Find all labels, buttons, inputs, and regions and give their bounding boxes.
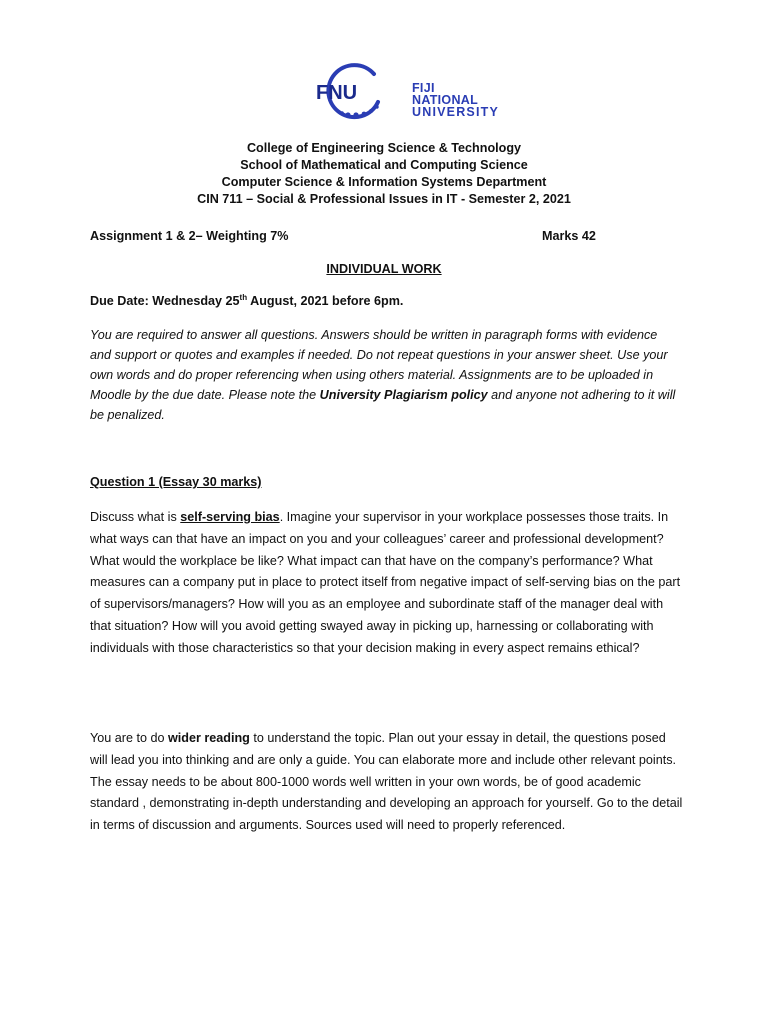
due-date-prefix: Due Date: Wednesday 25	[90, 294, 240, 309]
logo-line-1: FIJI NATIONAL	[412, 81, 479, 107]
question-1-paragraph-1	[90, 507, 686, 660]
document-header	[0, 140, 768, 208]
due-date-suffix: August, 2021 before 6pm.	[247, 294, 404, 309]
work-type-heading: INDIVIDUAL WORK	[326, 262, 442, 276]
fnu-logo-mark-icon	[304, 62, 408, 120]
q1-p1-start: Discuss what is	[90, 510, 181, 524]
university-logo	[304, 62, 500, 120]
plagiarism-policy-text: University Plagiarism policy	[319, 388, 488, 402]
self-serving-bias-term: self-serving bias	[180, 510, 280, 524]
question-1-heading: Question 1 (Essay 30 marks)	[90, 475, 262, 489]
instructions-text-2: and anyone not adhering to it will be penalized.	[90, 388, 676, 422]
instructions-paragraph	[90, 325, 680, 425]
wider-reading-term: wider reading	[167, 731, 250, 745]
course-title: CIN 711 – Social & Professional Issues in IT - Semester 2, 2021	[197, 192, 571, 206]
instructions-text-1: You are required to answer all questions. Answers should be written in paragraph forms with evidence and support or quotes and examples if needed. Do not repeat questions in your answer sheet. Use your own words and do proper referencing when using others material. Assignments are to be uploaded in Moodle by the due date. Please note the	[90, 328, 668, 402]
due-date-ordinal: th	[239, 293, 248, 302]
q1-p1-rest: . Imagine your supervisor in your workplace possesses those traits. In what ways can that have an impact on you and your colleagues’ career and professional development? What would the workplace be like? What impact can that have on the company’s performance? What measures can a company put in place to protect itself from negative impact of self-serving bias on the part of supervisors/managers? How will you as an employee and subordinate staff of the manager deal with that situation? How will you avoid getting swayed away in picking up, harnessing or collaborating with individuals with those characteristics so that your decision making in every aspect remains ethical?	[90, 510, 681, 655]
due-date	[90, 293, 403, 308]
assignment-marks: Marks 42	[542, 229, 596, 243]
department-name: Computer Science & Information Systems Department	[221, 175, 547, 189]
logo-mark-text: FNU	[316, 82, 358, 104]
college-name: College of Engineering Science & Technology	[246, 141, 522, 155]
logo-line-2: UNIVERSITY	[412, 105, 500, 119]
question-1-paragraph-2	[90, 728, 686, 837]
school-name: School of Mathematical and Computing Science	[240, 158, 528, 172]
assignment-title: Assignment 1 & 2– Weighting 7%	[90, 229, 289, 243]
q1-p2-rest: to understand the topic. Plan out your essay in detail, the questions posed will lead you into thinking and are only a guide. You can elaborate more and include other relevant points. The essay needs to be about 800-1000 words well written in your own words, be of good academic standard , demonstrating in-depth understanding and developing an approach for yourself. Go to the detail in terms of discussion and arguments. Sources used will need to properly referenced.	[90, 731, 683, 833]
logo-wordmark	[412, 82, 499, 118]
q1-p2-start: You are to do	[90, 731, 168, 745]
